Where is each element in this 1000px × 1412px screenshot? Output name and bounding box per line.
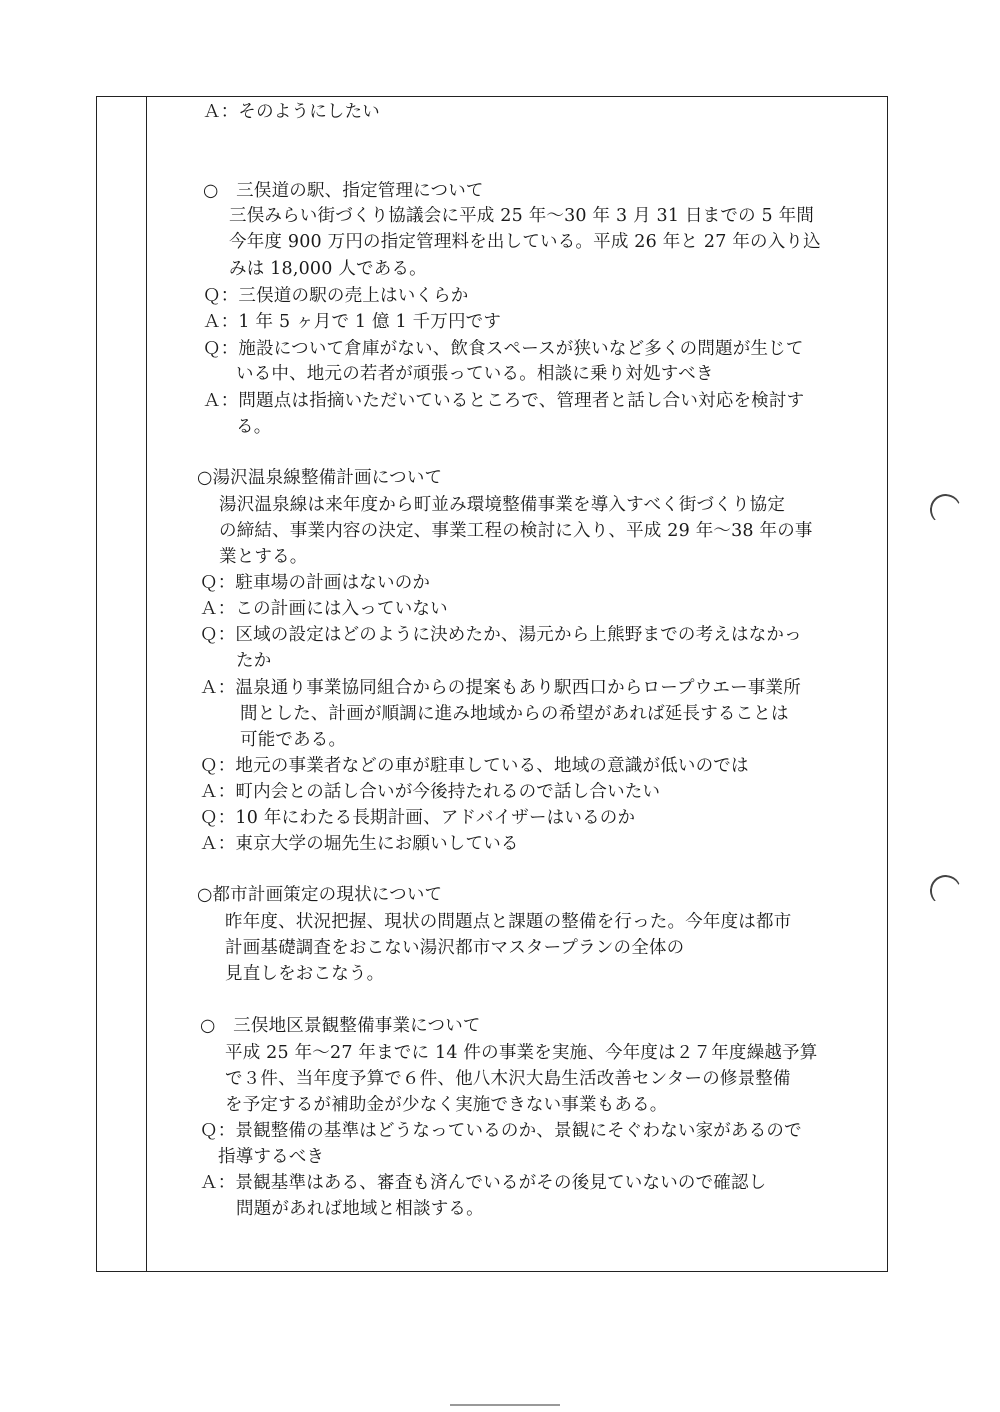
question-line: Ｑ：景観整備の基準はどうなっているのか、景観にそぐわない家があるので — [200, 1121, 802, 1141]
question-line: Ｑ：区域の設定はどのように決めたか、湯元から上熊野までの考えはなかっ — [200, 625, 802, 645]
body-line: 湯沢温泉線は来年度から町並み環境整備事業を導入すべく街づくり協定 — [219, 495, 786, 515]
body-line: の締結、事業内容の決定、事業工程の検討に入り、平成 29 年～38 年の事 — [219, 521, 813, 541]
margin-divider — [146, 96, 147, 1272]
answer-line: Ａ：町内会との話し合いが今後持たれるので話し合いたい — [200, 782, 661, 802]
section-heading-yuzawa-onsen-line: ○湯沢温泉線整備計画について — [197, 468, 443, 488]
body-line: 今年度 900 万円の指定管理料を出している。平成 26 年と 27 年の入り込 — [229, 232, 821, 252]
answer-line: Ａ：景観基準はある、審査も済んでいるがその後見ていないので確認し — [200, 1173, 767, 1193]
body-line: で３件、当年度予算で６件、他八木沢大島生活改善センターの修景整備 — [225, 1069, 791, 1089]
answer-line: Ａ：1 年 5 ヶ月で 1 億 1 千万円です — [203, 312, 502, 332]
question-line: Ｑ：駐車場の計画はないのか — [200, 573, 431, 593]
scan-edge-mark — [450, 1404, 560, 1406]
answer-line: Ａ：この計画には入っていない — [200, 599, 448, 619]
question-continuation: いる中、地元の若者が頑張っている。相談に乗り対処すべき — [236, 364, 714, 384]
body-line: 昨年度、状況把握、現状の問題点と課題の整備を行った。今年度は都市 — [225, 912, 792, 932]
answer-line: Ａ：温泉通り事業協同組合からの提案もあり駅西口からロープウエー事業所 — [200, 678, 801, 698]
body-line: を予定するが補助金が少なく実施できない事業もある。 — [225, 1095, 668, 1115]
body-line: 三俣みらい街づくり協議会に平成 25 年～30 年 3 月 31 日までの 5 年間 — [229, 206, 815, 226]
body-line: 業とする。 — [219, 547, 308, 567]
section-heading-landscape: ○ 三俣地区景観整備事業について — [200, 1016, 481, 1036]
question-line: Ｑ：10 年にわたる長期計画、アドバイザーはいるのか — [200, 808, 636, 828]
answer-continuation: 問題があれば地域と相談する。 — [236, 1199, 484, 1219]
answer-line: Ａ：問題点は指摘いただいているところで、管理者と話し合い対応を検討す — [203, 391, 805, 411]
body-line: 平成 25 年～27 年までに 14 件の事業を実施、今年度は２７年度繰越予算 — [225, 1043, 818, 1063]
punch-hole-mark — [928, 873, 964, 909]
punch-hole-mark — [928, 492, 964, 528]
answer-line: Ａ：東京大学の堀先生にお願いしている — [200, 834, 519, 854]
question-line: Ｑ：三俣道の駅の売上はいくらか — [203, 286, 469, 306]
answer-continuation: る。 — [236, 417, 272, 437]
body-line: 計画基礎調査をおこない湯沢都市マスタープランの全体の — [225, 938, 685, 958]
question-line: Ｑ：施設について倉庫がない、飲食スペースが狭いなど多くの問題が生じて — [203, 339, 804, 359]
section-heading-urban-planning: ○都市計画策定の現状について — [197, 885, 443, 905]
question-continuation: 指導するべき — [218, 1147, 325, 1167]
body-line: みは 18,000 人である。 — [229, 259, 427, 279]
body-line: 見直しをおこなう。 — [225, 964, 385, 984]
question-continuation: たか — [236, 651, 272, 671]
answer-continuation: 可能である。 — [240, 730, 347, 750]
answer-continuation: 間とした、計画が順調に進み地域からの希望があれば延長することは — [240, 704, 789, 724]
section-heading-michi-no-eki: ○ 三俣道の駅、指定管理について — [203, 181, 484, 201]
question-line: Ｑ：地元の事業者などの車が駐車している、地域の意識が低いのでは — [200, 756, 749, 776]
answer-line: Ａ：そのようにしたい — [203, 102, 380, 122]
